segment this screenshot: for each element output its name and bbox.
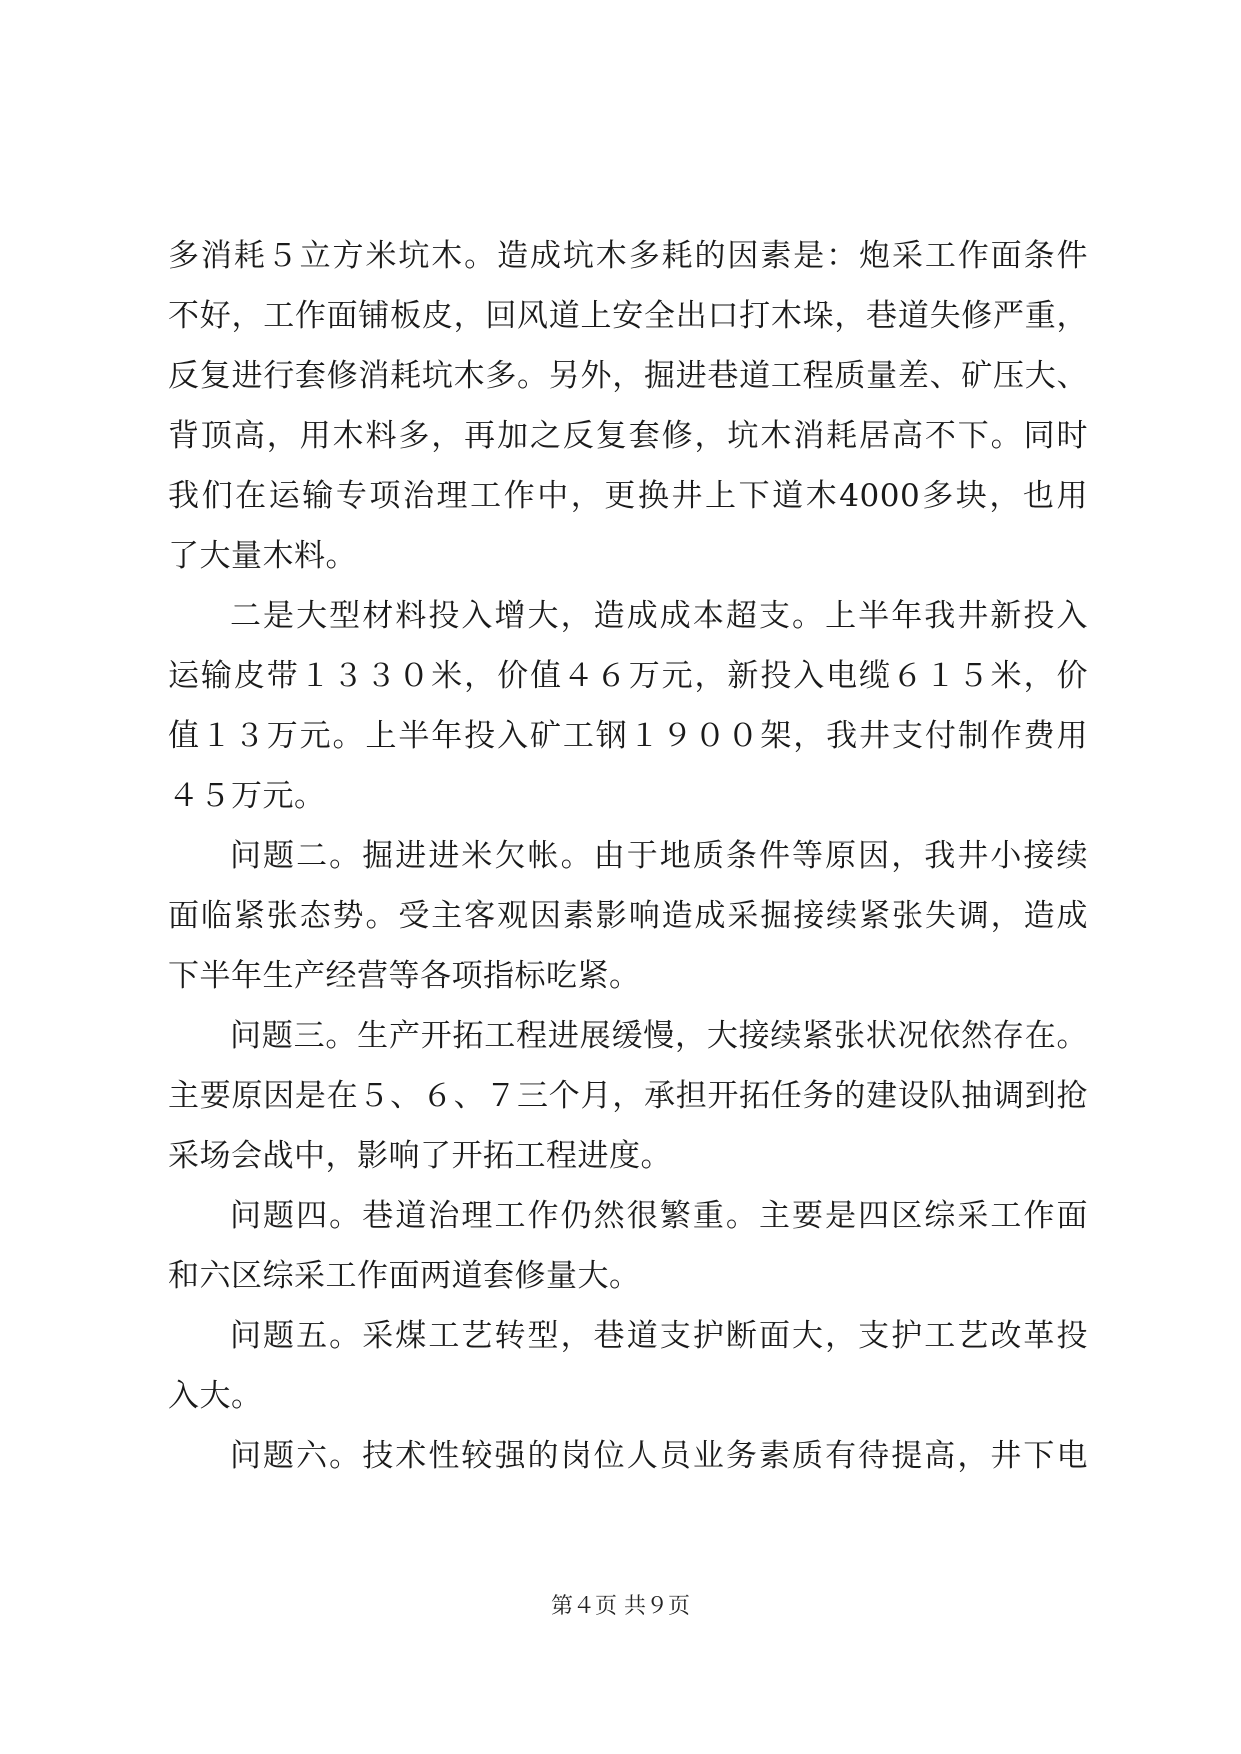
text-line: 背顶高，用木料多，再加之反复套修，坑木消耗居高不下。同时 (168, 418, 1088, 454)
text-line: 面临紧张态势。受主客观因素影响造成采掘接续紧张失调，造成 (168, 898, 1088, 934)
text-line: 多消耗５立方米坑木。造成坑木多耗的因素是：炮采工作面条件 (168, 238, 1088, 274)
document-body (168, 226, 1088, 1486)
text-line: 采场会战中，影响了开拓工程进度。 (168, 1138, 672, 1174)
text-line: 值１３万元。上半年投入矿工钢１９００架，我井支付制作费用 (168, 718, 1088, 754)
text-line: 我们在运输专项治理工作中，更换井上下道木4000多块，也用 (168, 478, 1088, 514)
page-number-footer: 第４页 共９页 (551, 1594, 690, 1619)
text-line: 下半年生产经营等各项指标吃紧。 (168, 958, 641, 994)
text-line: 反复进行套修消耗坑木多。另外，掘进巷道工程质量差、矿压大、 (168, 358, 1088, 394)
text-line: 了大量木料。 (168, 538, 357, 574)
paragraph-first-line: 二是大型材料投入增大，造成成本超支。上半年我井新投入 (230, 598, 1088, 634)
text-line: ４５万元。 (168, 778, 326, 814)
text-line: 和六区综采工作面两道套修量大。 (168, 1258, 641, 1294)
paragraph-first-line: 问题四。巷道治理工作仍然很繁重。主要是四区综采工作面 (230, 1198, 1088, 1234)
text-line: 不好，工作面铺板皮，回风道上安全出口打木垛，巷道失修严重， (168, 298, 1088, 334)
text-line: 入大。 (168, 1378, 263, 1414)
text-line: 主要原因是在５、６、７三个月，承担开拓任务的建设队抽调到抢 (168, 1078, 1088, 1114)
paragraph-first-line: 问题二。掘进进米欠帐。由于地质条件等原因，我井小接续 (230, 838, 1088, 874)
paragraph-first-line: 问题六。技术性较强的岗位人员业务素质有待提高，井下电 (230, 1438, 1088, 1474)
text-line: 运输皮带１３３０米，价值４６万元，新投入电缆６１５米，价 (168, 658, 1088, 694)
paragraph-first-line: 问题五。采煤工艺转型，巷道支护断面大，支护工艺改革投 (230, 1318, 1088, 1354)
paragraph-first-line: 问题三。生产开拓工程进展缓慢，大接续紧张状况依然存在。 (230, 1018, 1088, 1054)
